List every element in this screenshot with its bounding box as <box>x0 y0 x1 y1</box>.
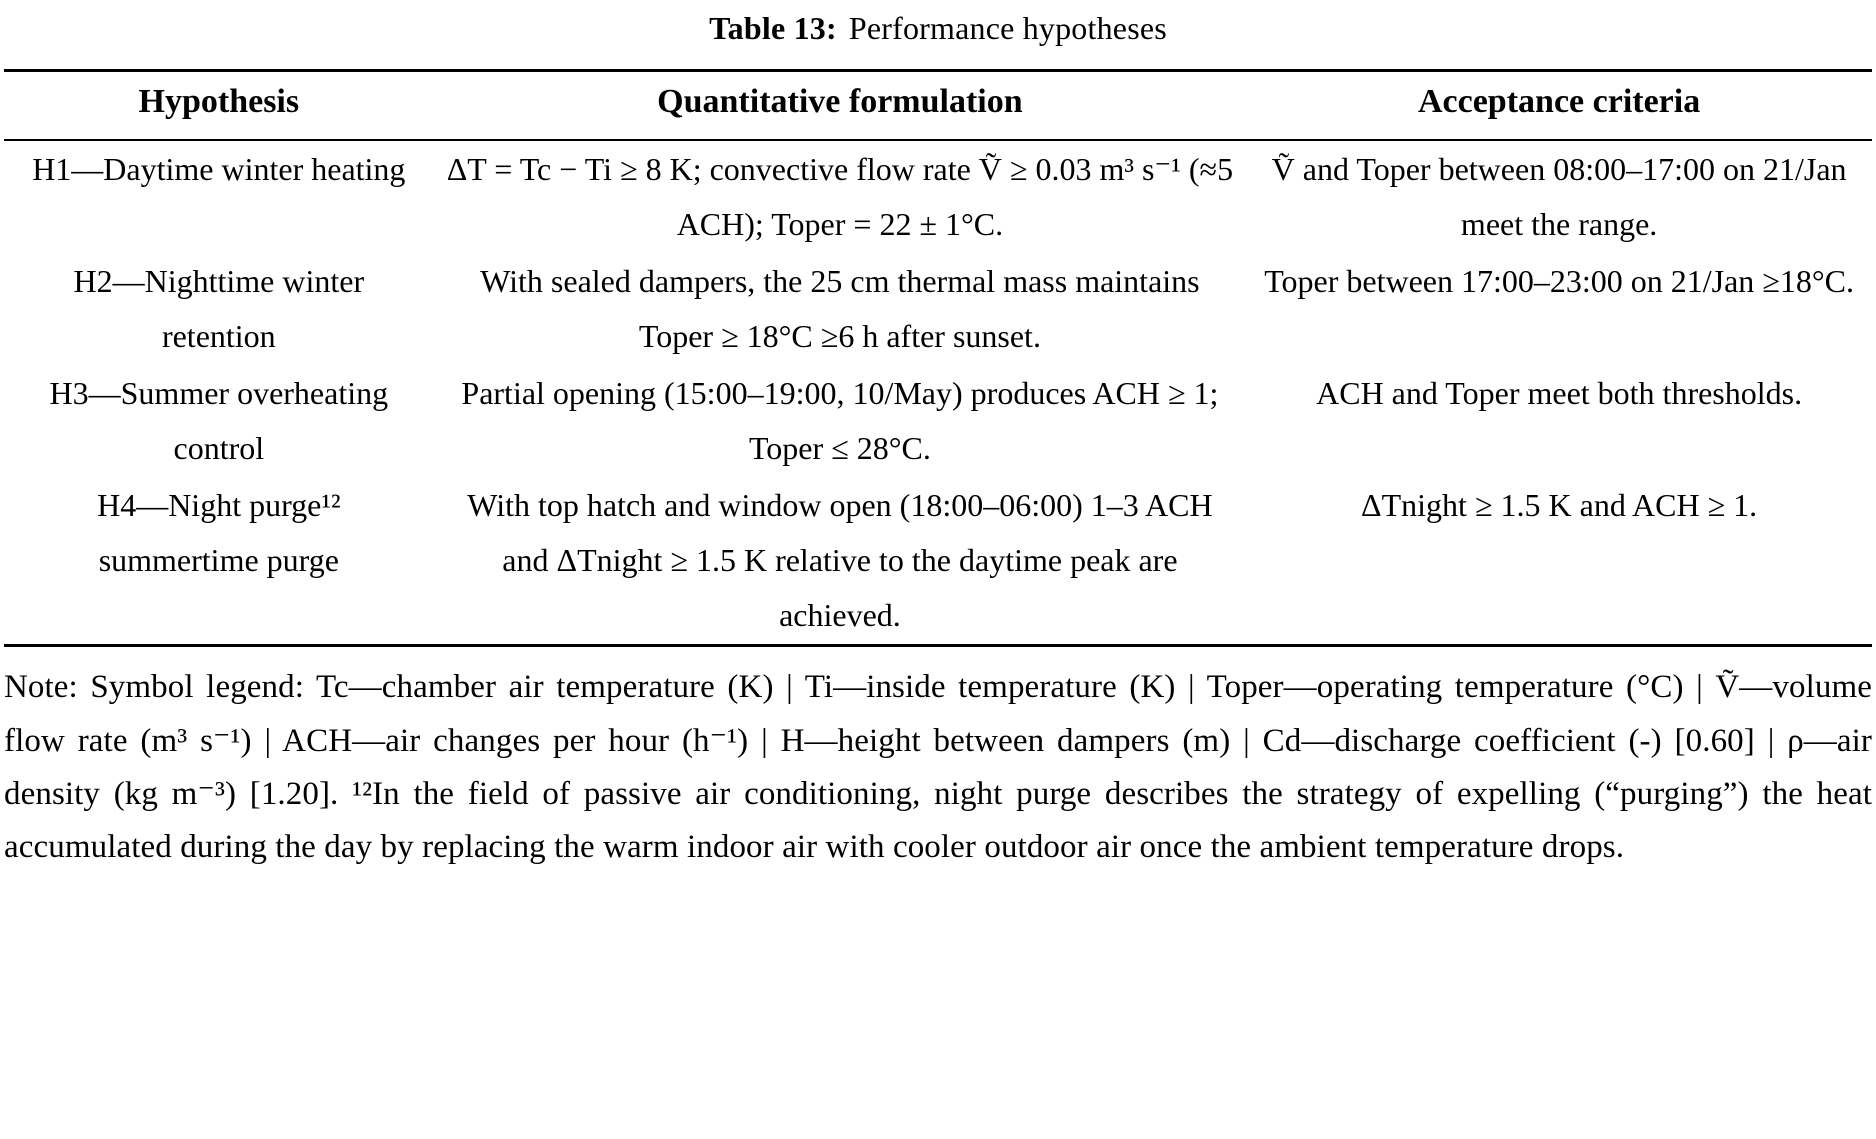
h1-criteria-cell: Ṽ and Toper between 08:00–17:00 on 21/Jan meet the range. <box>1271 150 1847 242</box>
h1-formulation-cell: ΔT = Tc − Ti ≥ 8 K; convective flow rate Ṽ ≥ 0.03 m³ s⁻¹ (≈5 ACH); Toper = 22 ± 1°C. <box>446 150 1234 242</box>
column-header-acceptance-criteria: Acceptance criteria <box>1246 71 1872 140</box>
h1-hypothesis-cell: H1—Daytime winter heating <box>32 150 406 187</box>
h4-criteria-cell: ΔTnight ≥ 1.5 K and ACH ≥ 1. <box>1361 486 1758 523</box>
table-row-h2 <box>4 253 1872 365</box>
table-caption <box>4 10 1872 47</box>
table-row-h4 <box>4 477 1872 646</box>
column-header-hypothesis: Hypothesis <box>4 71 434 140</box>
hypotheses-table <box>4 69 1872 647</box>
table-row-h3 <box>4 365 1872 477</box>
h4-hypothesis-cell: H4—Night purge¹² summertime purge <box>97 486 341 579</box>
h3-criteria-cell: ACH and Toper meet both thresholds. <box>1316 374 1803 411</box>
h2-criteria-cell: Toper between 17:00–23:00 on 21/Jan ≥18°C. <box>1264 262 1854 299</box>
header-row <box>4 71 1872 140</box>
h2-formulation-cell: With sealed dampers, the 25 cm thermal mass maintains Toper ≥ 18°C ≥6 h after sunset. <box>480 262 1200 354</box>
h4-formulation-cell: With top hatch and window open (18:00–06:00) 1–3 ACH and ΔTnight ≥ 1.5 K relative to the daytime peak are achieved. <box>467 486 1213 634</box>
column-header-quantitative-formulation: Quantitative formulation <box>434 71 1247 140</box>
h2-hypothesis-cell: H2—Nighttime winter retention <box>73 262 365 354</box>
h3-formulation-cell: Partial opening (15:00–19:00, 10/May) produces ACH ≥ 1; Toper ≤ 28°C. <box>461 374 1219 466</box>
table-row-h1 <box>4 140 1872 253</box>
table-caption-label: Table 13: <box>709 10 837 46</box>
h3-hypothesis-cell: H3—Summer overheating control <box>49 374 389 466</box>
table-footnote: Note: Symbol legend: Tc—chamber air temperature (K) | Ti—inside temperature (K) | Toper—operating temperature (°C) | Ṽ—volume flow rate (m³ s⁻¹) | ACH—air changes per hour (h⁻¹) | H—height between dampers (m) | Cd—discharge coefficient (-) [0.60] | ρ—air density (kg m⁻³) [1.20]. ¹²In the field of passive air conditioning, night purge describes the strategy of expelling (“purging”) the heat accumulated during the day by replacing the warm indoor air with cooler outdoor air once the ambient temperature drops. <box>4 669 1872 866</box>
table-caption-text: Performance hypotheses <box>848 10 1167 46</box>
